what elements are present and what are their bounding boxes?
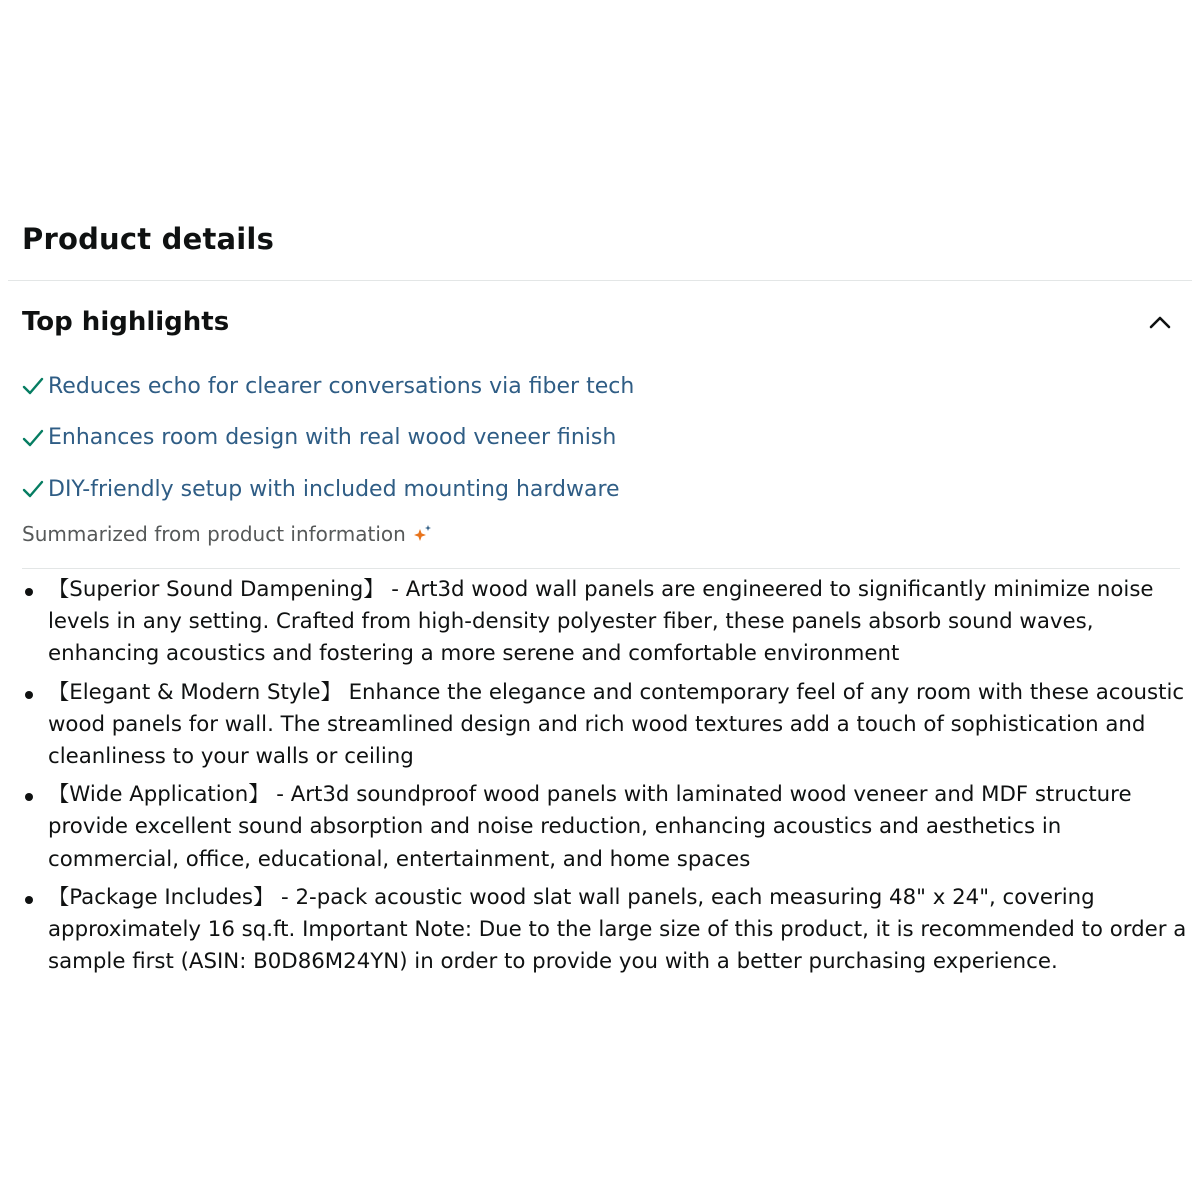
feature-bullet-list [22, 574, 1190, 984]
bullet-dot [25, 793, 33, 801]
feature-bullet [22, 882, 1190, 979]
highlight-text: Enhances room design with real wood veneer finish [48, 425, 617, 450]
summary-note-text: Summarized from product information [22, 522, 406, 546]
highlight-item [22, 368, 634, 404]
bullet-dot [25, 588, 33, 596]
feature-bullet-text: 【Superior Sound Dampening】 - Art3d wood wall panels are engineered to significantly minimize noise levels in any setting. Crafted from high-density polyester fiber, these panels absorb sound waves, enhancing acoustics and fostering a more serene and comfortable environment [48, 577, 1154, 667]
feature-bullet-text: 【Wide Application】 - Art3d soundproof wood panels with laminated wood veneer and MDF structure provide excellent sound absorption and noise reduction, enhancing acoustics and aesthetics in commercial, office, educational, entertainment, and home spaces [48, 782, 1132, 872]
bullet-dot [25, 896, 33, 904]
product-details-heading: Product details [22, 222, 275, 256]
top-highlights-toggle[interactable] [22, 300, 1172, 344]
feature-bullet-text: 【Elegant & Modern Style】 Enhance the elegance and contemporary feel of any room with these acoustic wood panels for wall. The streamlined design and rich wood textures add a touch of sophistication and cleanliness to your walls or ceiling [48, 679, 1185, 770]
section-divider [8, 280, 1192, 281]
top-highlights-list [22, 368, 634, 523]
chevron-up-icon[interactable] [1148, 310, 1172, 334]
highlight-text: DIY-friendly setup with included mounting hardware [48, 476, 620, 502]
top-highlights-heading: Top highlights [22, 307, 230, 337]
ai-summary-note [22, 522, 434, 546]
highlight-text: Reduces echo for clearer conversations via fiber tech [48, 373, 635, 399]
sparkle-icon [412, 523, 434, 545]
feature-bullet-text: 【Package Includes】 - 2-pack acoustic wood slat wall panels, each measuring 48" x 24", covering approximately 16 sq.ft. Important Note: Due to the large size of this product, it is recommended to order a sample first (ASIN: B0D86M24YN) in order to provide you with a better purchasing experience. [48, 884, 1187, 975]
feature-bullet [22, 779, 1190, 876]
feature-bullet [22, 677, 1190, 774]
highlight-item [22, 420, 634, 456]
bullet-dot [25, 691, 33, 699]
section-divider [22, 568, 1180, 569]
check-icon [22, 478, 44, 500]
feature-bullet [22, 574, 1190, 671]
check-icon [22, 427, 44, 449]
check-icon [22, 375, 44, 397]
highlight-item [22, 471, 634, 507]
